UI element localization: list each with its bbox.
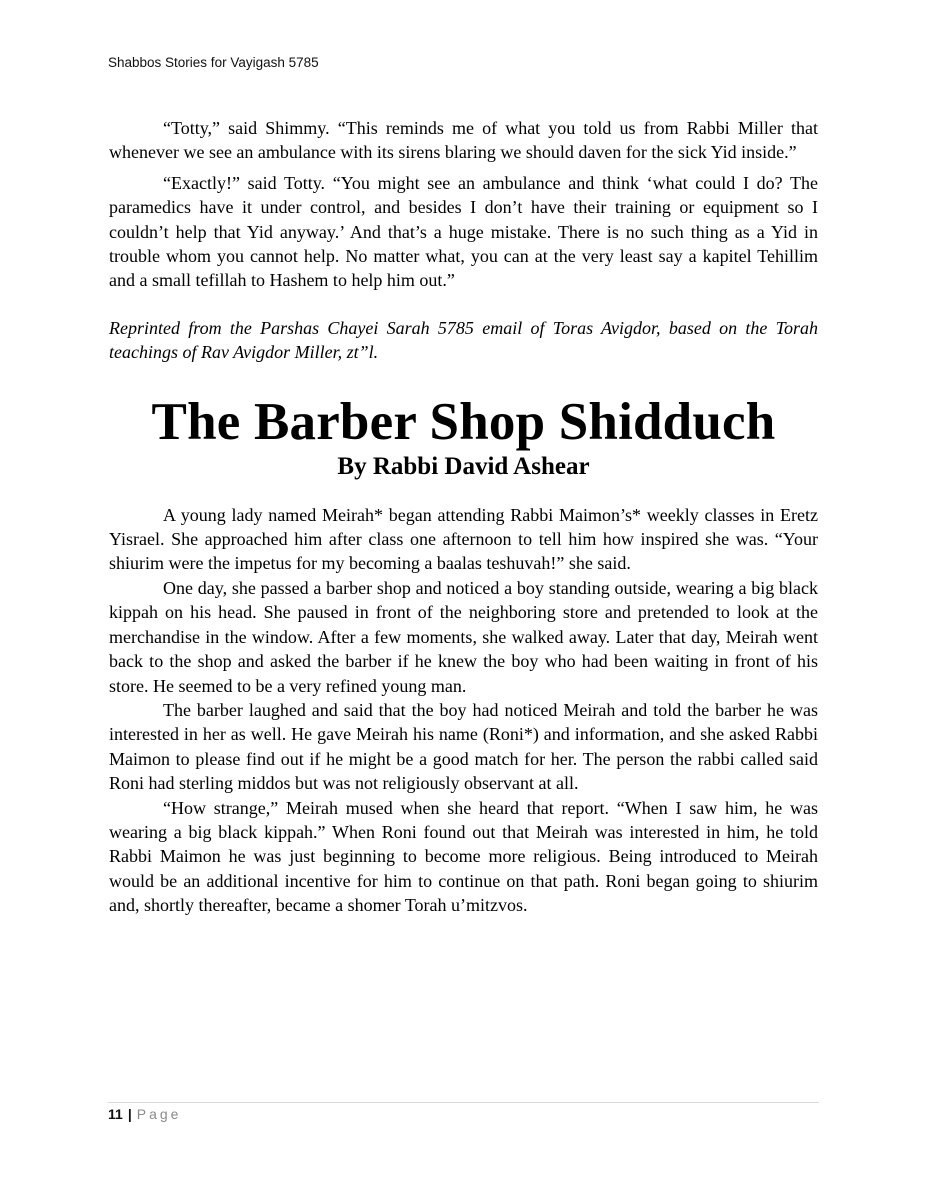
article-paragraph-3: The barber laughed and said that the boy had noticed Meirah and told the barber he was interested in her as well. He gave Meirah his name (Roni*) and information, and she asked Rabbi Maimon to please find out if he might be a good match for her. The person the rabbi called said Roni had sterling middos but was not religiously observant at all. (109, 699, 818, 794)
reprint-credit: Reprinted from the Parshas Chayei Sarah 5785 email of Toras Avigdor, based on the Torah teachings of Rav Avigdor Miller, zt”l. (109, 317, 818, 363)
running-header: Shabbos Stories for Vayigash 5785 (108, 55, 319, 70)
footer-separator: | (127, 1106, 132, 1122)
article-title: The Barber Shop Shidduch (151, 392, 776, 451)
page-label: Page (136, 1106, 182, 1122)
article-paragraph-1: A young lady named Meirah* began attending Rabbi Maimon’s* weekly classes in Eretz Yisrael. She approached him after class one afternoon to tell him how inspired she was. “Your shiurim were the impetus for my becoming a baalas teshuvah!” she said. (109, 504, 818, 574)
intro-paragraph-1: “Totty,” said Shimmy. “This reminds me of what you told us from Rabbi Miller that whenever we see an ambulance with its sirens blaring we should daven for the sick Yid inside.” (109, 118, 818, 163)
article-body (109, 503, 818, 918)
footer-divider (108, 1102, 819, 1103)
article-paragraph-2: One day, she passed a barber shop and noticed a boy standing outside, wearing a big black kippah on his head. She paused in front of the neighboring store and pretended to look at the merchandise in the window. After a few moments, she walked away. Later that day, Meirah went back to the shop and asked the barber if he knew the boy who had been waiting in front of his store. He seemed to be a very refined young man. (109, 577, 818, 696)
page-content (109, 116, 818, 918)
page-number: 11 (108, 1106, 123, 1122)
article-paragraph-4: “How strange,” Meirah mused when she heard that report. “When I saw him, he was wearing a big black kippah.” When Roni found out that Meirah was interested in him, he told Rabbi Maimon he was just beginning to become more religious. Being introduced to Meirah would be an additional incentive for him to continue on that path. Roni began going to shiurim and, shortly thereafter, became a shomer Torah u’mitzvos. (109, 797, 818, 916)
intro-paragraph-2: “Exactly!” said Totty. “You might see an ambulance and think ‘what could I do? The paramedics have it under control, and besides I don’t have their training or equipment so I couldn’t help that Yid anyway.’ And that’s a huge mistake. There is no such thing as a Yid in trouble whom you cannot help. No matter what, you can at the very least say a kapitel Tehillim and a small tefillah to Hashem to help him out.” (109, 172, 818, 291)
article-byline: By Rabbi David Ashear (337, 452, 590, 480)
page-footer (108, 1106, 181, 1122)
